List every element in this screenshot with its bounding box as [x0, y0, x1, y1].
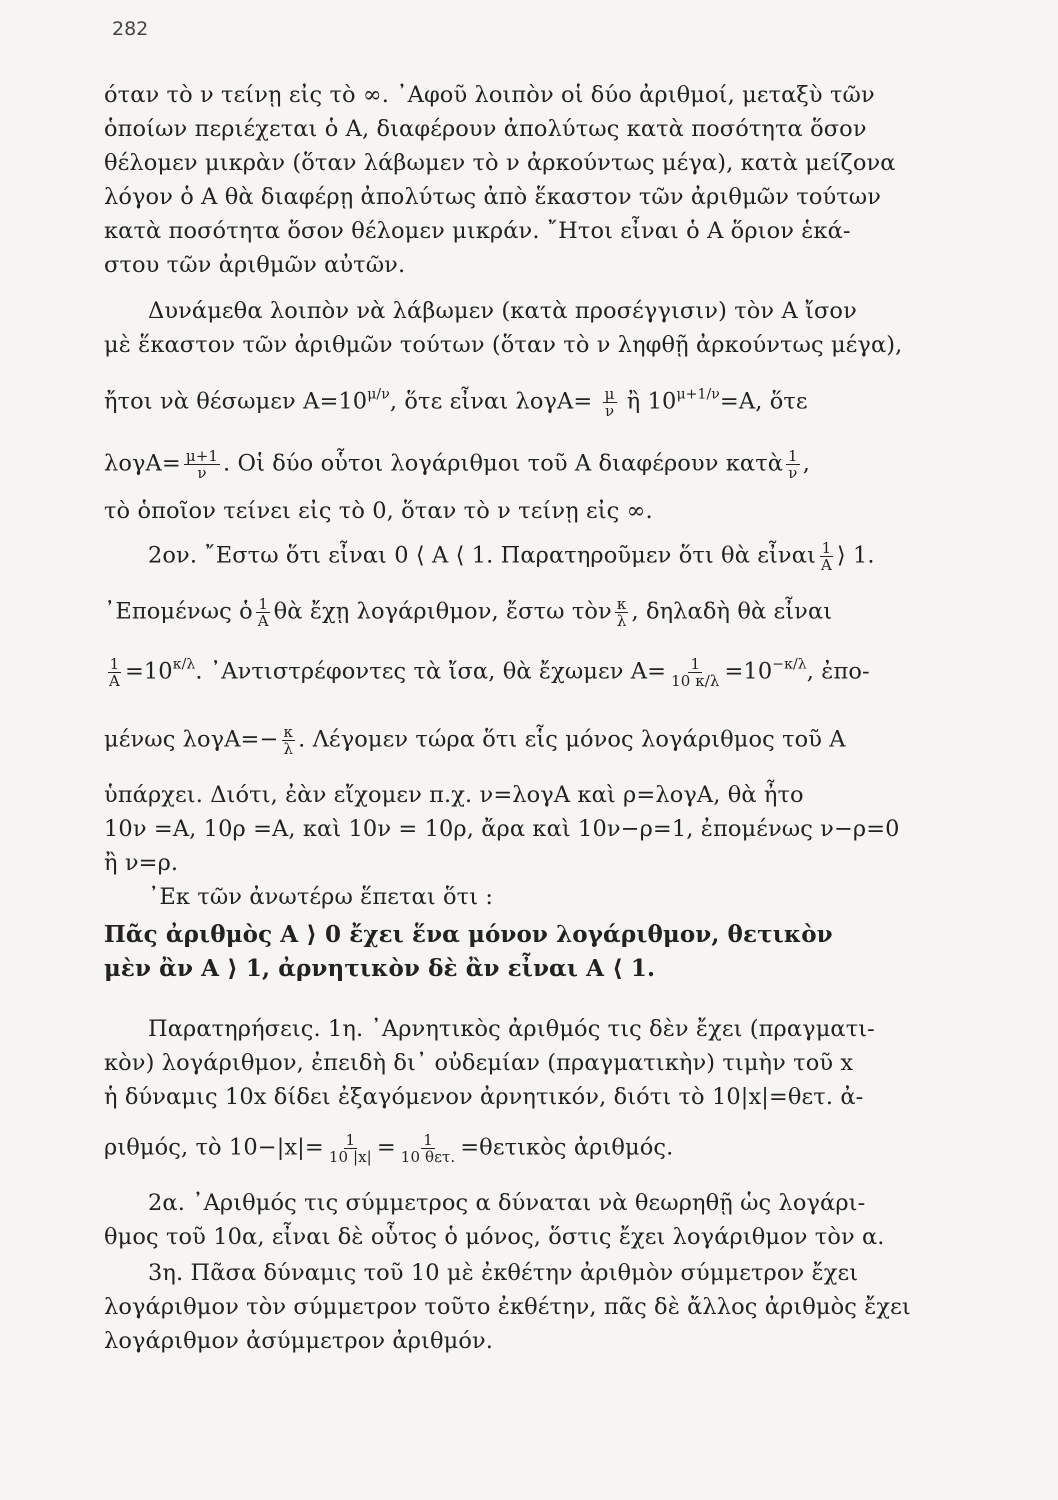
denominator: ν: [197, 464, 207, 482]
text-line: στου τῶν ἀριθμῶν αὐτῶν.: [104, 252, 406, 278]
exponent: μ/ν: [367, 386, 390, 403]
text-line: 10ν =Α, 10ρ =Α, καὶ 10ν = 10ρ, ἄρα καὶ 10ν−ρ=1, ἐπομένως ν−ρ=0: [104, 816, 900, 842]
formula-line: ᾿Επομένως ὁ $\frac{1}{A}$ θὰ ἔχῃ λογάριθμον, ἔστω τὸν $\frac{\kappa}{\lambda}$ , δηλαδὴ θὰ εἶναι: [104, 595, 833, 630]
text-line: 3η. Πᾶσα δύναμις τοῦ 10 μὲ ἐκθέτην ἀριθμὸν σύμμετρον ἔχει: [148, 1260, 859, 1286]
text-line: λόγον ὁ Α θὰ διαφέρῃ ἀπολύτως ἀπὸ ἕκαστον τῶν ἀριθμῶν τούτων: [104, 184, 882, 210]
formula-line: ριθμός, τὸ 10−|x|= $\frac{1}{10 |x|}$ = $\frac{1}{\text{10 θετ.}}$ =θετικὸς ἀριθμός.: [104, 1131, 674, 1166]
denominator: ν: [604, 402, 615, 420]
numerator: 1: [821, 539, 832, 557]
denominator: 10 κ/λ: [671, 672, 720, 690]
text-line: λογάριθμον ἀσύμμετρον ἀριθμόν.: [104, 1328, 494, 1354]
theorem-line: μὲν ἂν Α ⟩ 1, ἀρνητικὸν δὲ ἂν εἶναι Α ⟨ 1.: [104, 955, 656, 982]
text-line: όταν τὸ ν τείνῃ εἰς τὸ ∞. ᾿Αφοῦ λοιπὸν οἱ δύο ἀριθμοί, μεταξὺ τῶν: [104, 82, 875, 108]
text-line: κὸν) λογάριθμον, ἐπειδὴ δι᾿ οὐδεμίαν (πραγματικὴν) τιμὴν τοῦ x: [104, 1050, 854, 1076]
fraction: [281, 724, 295, 757]
formula-line: 2ον. ῎Εστω ὅτι εἶναι 0 ⟨ Α ⟨ 1. Παρατηροῦμεν ὅτι θὰ εἶναι $\frac{1}{A}$ ⟩ 1.: [148, 539, 875, 574]
numerator: 1: [345, 1131, 356, 1149]
formula-line: ἤτοι νὰ θέσωμεν $A=10^{\mu/\nu}$, ὅτε εἶναι λογΑ= $\frac{\mu}{\nu}$ ἢ $10^{\mu+1/\nu}=A$, ὅτε: [104, 385, 808, 420]
numerator: 1: [788, 447, 798, 465]
numerator: κ: [616, 595, 627, 613]
text-line: μὲ ἕκαστον τῶν ἀριθμῶν τούτων (ὅταν τὸ ν ληφθῇ ἀρκούντως μέγα),: [104, 332, 903, 358]
denominator: 10 |x|: [328, 1148, 372, 1166]
text-line: κατὰ ποσότητα ὅσον θέλομεν μικράν. ῎Ητοι εἶναι ὁ Α ὅριον ἑκά-: [104, 218, 851, 244]
text-line: ἡ δύναμις 10x δίδει ἐξαγόμενον ἀρνητικόν, διότι τὸ 10|x|=θετ. ἀ-: [104, 1084, 864, 1110]
fraction: [399, 1132, 457, 1165]
numerator: 1: [423, 1131, 433, 1149]
numerator: 1: [109, 655, 120, 673]
exponent: −κ/λ: [772, 656, 807, 673]
exponent: μ+1/ν: [676, 386, 720, 403]
numerator: 1: [690, 655, 701, 673]
text-line: ᾿Εκ τῶν ἀνωτέρω ἕπεται ὅτι :: [148, 884, 494, 910]
fraction: [615, 596, 629, 629]
denominator: Α: [109, 672, 120, 690]
numerator: μ+1: [185, 447, 219, 465]
text-line: λογάριθμον τὸν σύμμετρον τοῦτο ἐκθέτην, πᾶς δὲ ἄλλος ἀριθμὸς ἔχει: [104, 1294, 911, 1320]
exponent: κ/λ: [172, 656, 196, 673]
fraction: [819, 540, 834, 573]
remark-heading: Παρατηρήσεις. 1η. ᾿Αρνητικὸς ἀριθμός τις δὲν ἔχει (πραγματι-: [148, 1016, 875, 1042]
denominator: ν: [788, 464, 798, 482]
fraction: [256, 596, 271, 629]
fraction: [327, 1132, 374, 1165]
text-line: τὸ ὁποῖον τείνει εἰς τὸ 0, ὅταν τὸ ν τείνῃ εἰς ∞.: [104, 498, 653, 524]
denominator: λ: [616, 612, 627, 630]
page-number: 282: [112, 18, 149, 40]
formula-line: λογΑ= $\frac{\mu+1}{\nu}$ . Οἱ δύο οὗτοι λογάριθμοι τοῦ Α διαφέρουν κατὰ $\frac{1}{\nu}$ ,: [104, 447, 810, 482]
numerator: 1: [258, 595, 269, 613]
text-line: 2α. ᾿Αριθμός τις σύμμετρος α δύναται νὰ θεωρηθῇ ὡς λογάρι-: [148, 1190, 866, 1216]
formula-line: $\frac{1}{A}$ $=10^{\kappa/\lambda}$. ᾿Αντιστρέφοντες τὰ ἴσα, θὰ ἔχωμεν Α= $\frac{1}{10 \kappa/\lambda}$ $=10^{-\kappa/\lambda}$, ἐπο-: [109, 655, 870, 690]
text-line: Δυνάμεθα λοιπὸν νὰ λάβωμεν (κατὰ προσέγγισιν) τὸν Α ἴσον: [148, 298, 857, 324]
text-line: ὁποίων περιέχεται ὁ Α, διαφέρουν ἀπολύτως κατὰ ποσότητα ὅσον: [104, 116, 867, 142]
numerator: μ: [604, 385, 615, 403]
fraction: [184, 448, 220, 481]
text-line: ἢ ν=ρ.: [104, 850, 179, 876]
theorem-line: Πᾶς ἀριθμὸς Α ⟩ 0 ἔχει ἕνα μόνον λογάριθμον, θετικὸν: [104, 921, 833, 948]
text-line: θέλομεν μικρὰν (ὅταν λάβωμεν τὸ ν ἀρκούντως μέγα), κατὰ μείζονα: [104, 150, 896, 176]
fraction: [603, 386, 617, 419]
denominator: λ: [283, 740, 294, 758]
numerator: κ: [283, 723, 294, 741]
denominator: 10 θετ.: [400, 1148, 456, 1166]
denominator: Α: [820, 556, 832, 574]
fraction: [669, 656, 721, 689]
denominator: Α: [257, 612, 269, 630]
text-line: θμος τοῦ 10α, εἶναι δὲ οὗτος ὁ μόνος, ὅστις ἔχει λογάριθμον τὸν α.: [104, 1224, 885, 1250]
fraction: [786, 448, 800, 481]
formula-line: μένως λογΑ=− $\frac{\kappa}{\lambda}$ . Λέγομεν τώρα ὅτι εἷς μόνος λογάριθμος τοῦ Α: [104, 723, 846, 758]
fraction: [107, 656, 122, 689]
text-line: ὑπάρχει. Διότι, ἐὰν εἴχομεν π.χ. ν=λογΑ καὶ ρ=λογΑ, θὰ ἦτο: [104, 782, 804, 808]
